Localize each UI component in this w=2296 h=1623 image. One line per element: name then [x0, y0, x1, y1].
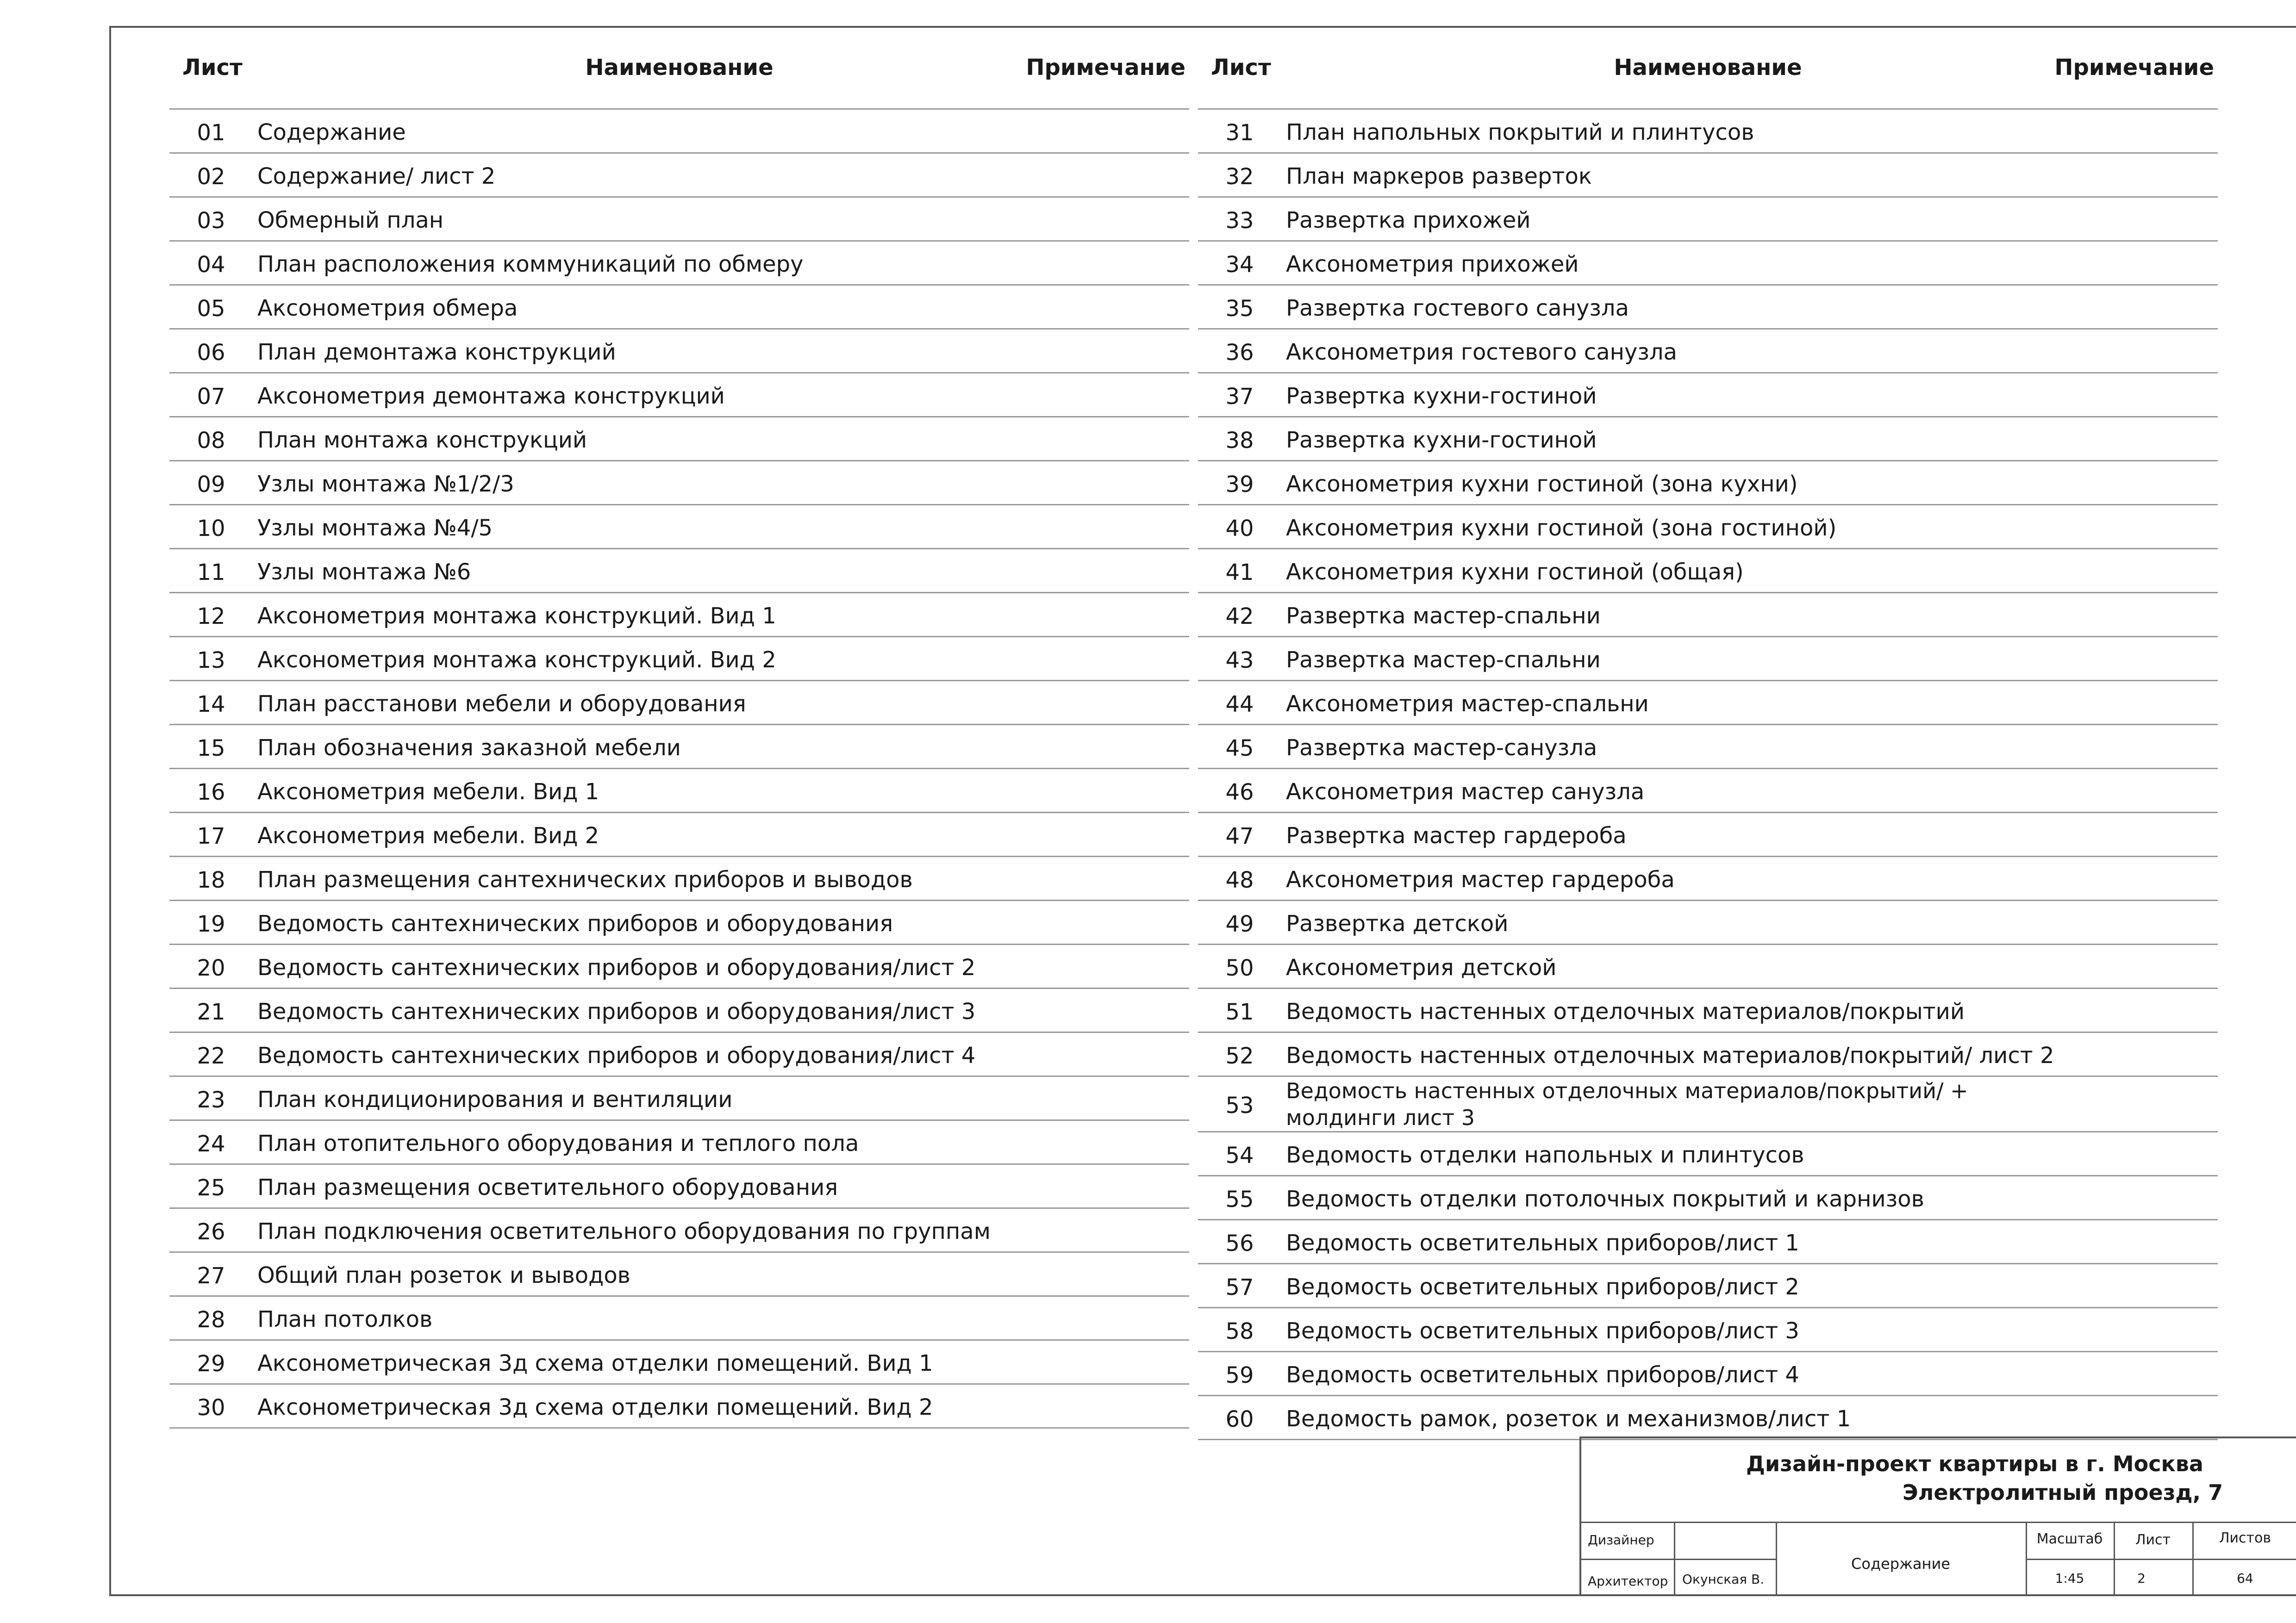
- table-row: [169, 637, 1189, 681]
- contents-table-left: [169, 32, 1189, 1429]
- sheet-number: 01: [197, 120, 225, 146]
- table-row: [1198, 1308, 2218, 1352]
- table-row: [169, 1385, 1189, 1429]
- sheet-number: 55: [1225, 1187, 1254, 1213]
- table-row: [169, 373, 1189, 417]
- sheet-name: Развертка мастер-санузла: [1286, 735, 1597, 761]
- sheet-name: Развертка гостевого санузла: [1286, 295, 1629, 321]
- sheet-title: Содержание: [1851, 1555, 1950, 1573]
- sheet-number: 51: [1225, 999, 1254, 1025]
- sheet-name: Ведомость сантехнических приборов и оборудования/лист 4: [257, 1043, 976, 1069]
- table-row: [1198, 1396, 2218, 1440]
- table-row: [169, 198, 1189, 242]
- sheet-name: Аксонометрия мастер санузла: [1286, 779, 1645, 805]
- table-header: [169, 32, 1189, 110]
- sheet-number: 04: [197, 252, 225, 278]
- sheet-number: 47: [1225, 823, 1254, 849]
- table-row: [169, 769, 1189, 813]
- title-block: [1579, 1436, 2296, 1594]
- sheet-number: 45: [1225, 735, 1254, 761]
- sheet-name: Развертка прихожей: [1286, 207, 1531, 233]
- sheet-name: Ведомость сантехнических приборов и оборудования/лист 2: [257, 955, 976, 981]
- table-row: [169, 725, 1189, 769]
- table-row: [169, 813, 1189, 857]
- sheet-name: Аксонометрия детской: [1286, 955, 1557, 981]
- sheet-number: 31: [1225, 120, 1254, 146]
- table-row: [1198, 725, 2218, 769]
- sheet-number: 38: [1225, 428, 1254, 454]
- table-row: [169, 1209, 1189, 1253]
- sheet-number: 41: [1225, 560, 1254, 585]
- sheet-number: 26: [197, 1219, 225, 1245]
- sheet-number: 05: [197, 296, 225, 322]
- sheet-name: Развертка кухни-гостиной: [1286, 383, 1597, 409]
- title-block-project: [1581, 1438, 2296, 1523]
- sheet-name: Ведомость осветительных приборов/лист 2: [1286, 1274, 1799, 1300]
- sheet-name: План подключения осветительного оборудования по группам: [257, 1219, 991, 1244]
- table-row: [1198, 461, 2218, 505]
- sheet-name: Ведомость сантехнических приборов и оборудования: [257, 911, 893, 937]
- table-row: [1198, 1033, 2218, 1077]
- sheet-name: План маркеров разверток: [1286, 163, 1592, 189]
- table-row: [1198, 593, 2218, 637]
- sheet-name: План потолков: [257, 1306, 433, 1332]
- sheet-name: План размещения сантехнических приборов и выводов: [257, 867, 913, 893]
- sheet-number: 11: [197, 560, 225, 585]
- table-row: [169, 505, 1189, 549]
- table-row: [169, 154, 1189, 198]
- sheet-name: Аксонометрия кухни гостиной (зона кухни): [1286, 471, 1798, 497]
- table-row: [169, 681, 1189, 725]
- table-row: [1198, 373, 2218, 417]
- sheet-name: Ведомость отделки потолочных покрытий и карнизов: [1286, 1186, 1924, 1212]
- sheet-number: 12: [197, 603, 225, 629]
- table-row: [1198, 637, 2218, 681]
- sheet-name: Аксонометрия кухни гостиной (зона гостиной): [1286, 515, 1837, 541]
- sheet-name: План расположения коммуникаций по обмеру: [257, 251, 804, 277]
- sheet-number: 10: [197, 516, 225, 541]
- sheet-name: Ведомость сантехнических приборов и оборудования/лист 3: [257, 999, 976, 1025]
- sheet-name: Аксонометрия демонтажа конструкций: [257, 383, 725, 409]
- sheet-name: Содержание: [257, 119, 406, 145]
- table-row: [169, 593, 1189, 637]
- table-row: [1198, 681, 2218, 725]
- sheet-number: 15: [197, 735, 225, 761]
- table-row: [169, 857, 1189, 901]
- sheet-name: Аксонометрическая 3д схема отделки помещений. Вид 2: [257, 1394, 933, 1420]
- sheet-number: 58: [1225, 1318, 1254, 1344]
- table-row: [1198, 198, 2218, 242]
- table-row: [1198, 1132, 2218, 1176]
- sheet-name: Развертка кухни-гостиной: [1286, 427, 1597, 453]
- sheet-number: 57: [1225, 1275, 1254, 1300]
- sheet-number: 14: [197, 691, 225, 717]
- sheet-number: 2: [2137, 1571, 2146, 1586]
- sheet-name: Аксонометрия кухни гостиной (общая): [1286, 559, 1744, 585]
- sheet-number: 24: [197, 1131, 225, 1157]
- sheet-number: 49: [1225, 911, 1254, 937]
- sheet-number: 50: [1225, 955, 1254, 981]
- sheet-number: 60: [1225, 1406, 1254, 1432]
- sheet-name: Ведомость рамок, розеток и механизмов/лист 1: [1286, 1406, 1851, 1432]
- sheet-name: Содержание/ лист 2: [257, 163, 496, 189]
- sheet-number: 59: [1225, 1362, 1254, 1388]
- project-title-line1: Дизайн-проект квартиры в г. Москва: [1746, 1451, 2203, 1476]
- table-row: [169, 1297, 1189, 1341]
- sheet-name: План демонтажа конструкций: [257, 339, 616, 365]
- table-row: [1198, 989, 2218, 1033]
- sheet-number: 25: [197, 1175, 225, 1201]
- table-row: [1198, 242, 2218, 286]
- sheet-number: 32: [1225, 164, 1254, 190]
- sheet-name: Развертка мастер-спальни: [1286, 647, 1601, 673]
- table-row: [169, 1033, 1189, 1077]
- sheet-name: Узлы монтажа №1/2/3: [257, 471, 514, 497]
- table-row: [169, 1341, 1189, 1385]
- sheet-number: 08: [197, 428, 225, 454]
- sheet-name: Аксонометрическая 3д схема отделки помещений. Вид 1: [257, 1350, 933, 1376]
- table-row: [169, 1165, 1189, 1209]
- sheet-number: 28: [197, 1307, 225, 1333]
- table-row: [1198, 813, 2218, 857]
- project-title-line2: Электролитный проезд, 7: [1902, 1480, 2223, 1505]
- sheet-name: План кондиционирования и вентиляции: [257, 1087, 733, 1113]
- sheet-number: 19: [197, 911, 225, 937]
- table-header: [1198, 32, 2218, 110]
- sheet-number: 35: [1225, 296, 1254, 322]
- sheet-name: План напольных покрытий и плинтусов: [1286, 119, 1754, 145]
- sheet-name: Ведомость настенных отделочных материалов/покрытий: [1286, 999, 1965, 1025]
- header-name: Наименование: [585, 55, 774, 81]
- sheet-number: 23: [197, 1087, 225, 1113]
- sheet-number: 52: [1225, 1043, 1254, 1069]
- table-row: [169, 945, 1189, 989]
- table-row: [169, 901, 1189, 945]
- sheet-number: 36: [1225, 340, 1254, 366]
- sheet-name: План обозначения заказной мебели: [257, 735, 681, 761]
- sheet-name: Аксонометрия мастер-спальни: [1286, 691, 1649, 717]
- table-row: [169, 1077, 1189, 1121]
- scale-value: 1:45: [2055, 1571, 2084, 1586]
- table-row: [1198, 901, 2218, 945]
- sheet-number: 40: [1225, 516, 1254, 541]
- sheet-name: Аксонометрия прихожей: [1286, 251, 1579, 277]
- table-rows: [169, 110, 1189, 1429]
- table-row: [1198, 945, 2218, 989]
- sheet-name: План отопительного оборудования и теплого пола: [257, 1131, 859, 1157]
- table-row: [1198, 1352, 2218, 1396]
- sheet-number: 48: [1225, 867, 1254, 893]
- sheet-number: 09: [197, 472, 225, 497]
- header-note: Примечание: [1026, 55, 1185, 81]
- sheet-name: Узлы монтажа №4/5: [257, 515, 493, 541]
- sheet-number: 03: [197, 208, 225, 234]
- header-sheet: Лист: [182, 55, 243, 81]
- sheet-name: Ведомость осветительных приборов/лист 3: [1286, 1318, 1799, 1344]
- table-row: [169, 286, 1189, 330]
- architect-label: Архитектор: [1588, 1573, 1668, 1589]
- table-row: [1198, 1264, 2218, 1308]
- table-row: [1198, 154, 2218, 198]
- sheet-number: 13: [197, 647, 225, 673]
- table-row: [1198, 417, 2218, 461]
- sheet-number: 22: [197, 1043, 225, 1069]
- sheet-name: Аксонометрия гостевого санузла: [1286, 339, 1678, 365]
- sheet-name: Аксонометрия мебели. Вид 2: [257, 823, 599, 849]
- architect-name: Окунская В.: [1682, 1572, 1765, 1587]
- sheet-name: План размещения осветительного оборудования: [257, 1175, 838, 1200]
- scale-label: Масштаб: [2036, 1531, 2103, 1547]
- table-row: [169, 461, 1189, 505]
- table-row: [169, 1253, 1189, 1297]
- sheet-name: Ведомость настенных отделочных материалов/покрытий/ + молдинги лист 3: [1286, 1078, 1968, 1130]
- sheet-number: 53: [1225, 1093, 1254, 1119]
- sheet-name: Развертка мастер гардероба: [1286, 823, 1627, 849]
- table-row: [1198, 1220, 2218, 1264]
- table-row: [169, 1121, 1189, 1165]
- sheet-name: Аксонометрия мебели. Вид 1: [257, 779, 599, 805]
- header-sheet: Лист: [1211, 55, 1271, 81]
- sheet-number: 43: [1225, 647, 1254, 673]
- table-row: [169, 417, 1189, 461]
- table-row: [1198, 1176, 2218, 1220]
- header-note: Примечание: [2054, 55, 2214, 81]
- sheet-name: План расстанови мебели и оборудования: [257, 691, 746, 717]
- sheet-number: 33: [1225, 208, 1254, 234]
- sheet-name: Обмерный план: [257, 207, 444, 233]
- sheet-number: 21: [197, 999, 225, 1025]
- sheet-name: План монтажа конструкций: [257, 427, 587, 453]
- sheet-number: 54: [1225, 1143, 1254, 1169]
- sheet-name: Развертка мастер-спальни: [1286, 603, 1601, 629]
- sheets-total-label: Листов: [2219, 1530, 2271, 1546]
- sheet-name: Общий план розеток и выводов: [257, 1262, 630, 1288]
- sheet-name: Ведомость настенных отделочных материалов/покрытий/ лист 2: [1286, 1043, 2054, 1069]
- sheet-number: 29: [197, 1351, 225, 1377]
- sheet-name: Развертка детской: [1286, 911, 1509, 937]
- sheet-number: 44: [1225, 691, 1254, 717]
- sheet-number: 37: [1225, 384, 1254, 410]
- sheet-name: Аксонометрия обмера: [257, 295, 518, 321]
- sheet-number: 06: [197, 340, 225, 366]
- sheet-name: Аксонометрия монтажа конструкций. Вид 2: [257, 647, 776, 673]
- table-row: [169, 989, 1189, 1033]
- sheet-number: 18: [197, 867, 225, 893]
- sheet-number: 34: [1225, 252, 1254, 278]
- sheet-name: Аксонометрия мастер гардероба: [1286, 867, 1675, 893]
- table-row: [1198, 769, 2218, 813]
- sheet-number: 56: [1225, 1231, 1254, 1256]
- sheet-number: 27: [197, 1263, 225, 1289]
- sheet-name: Узлы монтажа №6: [257, 559, 471, 585]
- table-row: [1198, 549, 2218, 593]
- sheet-name: Ведомость осветительных приборов/лист 4: [1286, 1362, 1799, 1388]
- table-row: [169, 242, 1189, 286]
- sheet-number: 17: [197, 823, 225, 849]
- table-row: [1198, 1077, 2218, 1132]
- table-row: [1198, 110, 2218, 154]
- contents-table-right: [1198, 32, 2218, 1440]
- sheet-number: 02: [197, 164, 225, 190]
- sheet-number: 16: [197, 779, 225, 805]
- table-rows: [1198, 110, 2218, 1440]
- sheet-number: 07: [197, 384, 225, 410]
- table-row: [1198, 505, 2218, 549]
- table-row: [1198, 857, 2218, 901]
- sheets-total-value: 64: [2237, 1571, 2253, 1586]
- table-row: [169, 549, 1189, 593]
- designer-label: Дизайнер: [1588, 1532, 1654, 1548]
- sheet-number: 20: [197, 955, 225, 981]
- table-row: [169, 330, 1189, 373]
- table-row: [1198, 330, 2218, 373]
- sheet-name: Ведомость отделки напольных и плинтусов: [1286, 1142, 1804, 1168]
- table-row: [1198, 286, 2218, 330]
- sheet-number: 39: [1225, 472, 1254, 497]
- table-row: [169, 110, 1189, 154]
- sheet-number: 46: [1225, 779, 1254, 805]
- sheet-label: Лист: [2135, 1532, 2171, 1548]
- header-name: Наименование: [1614, 55, 1802, 81]
- sheet-number: 30: [197, 1395, 225, 1421]
- sheet-name: Ведомость осветительных приборов/лист 1: [1286, 1230, 1799, 1256]
- sheet-name: Аксонометрия монтажа конструкций. Вид 1: [257, 603, 776, 629]
- sheet-number: 42: [1225, 603, 1254, 629]
